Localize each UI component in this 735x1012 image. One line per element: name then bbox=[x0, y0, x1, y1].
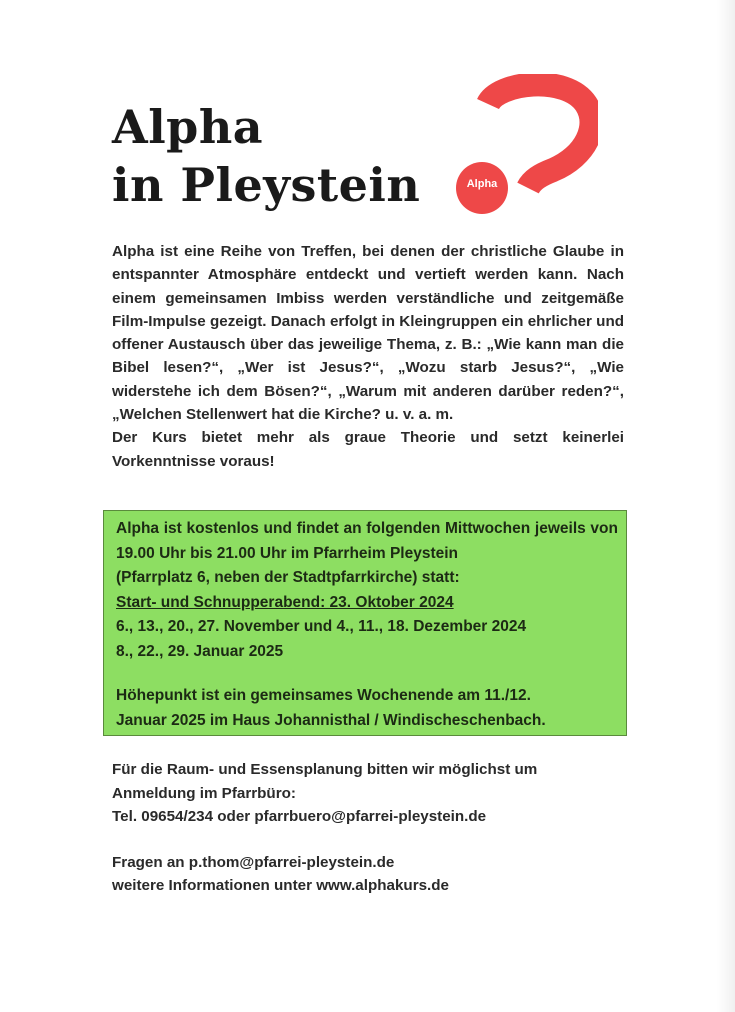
title-line-2: in Pleystein bbox=[112, 158, 421, 212]
box-spacer bbox=[116, 664, 618, 684]
footer-text bbox=[112, 758, 652, 920]
scan-edge-shadow bbox=[717, 0, 735, 1012]
box-start-evening: Start- und Schnupperabend: 23. Oktober 2024 bbox=[116, 593, 454, 611]
box-highlight-2: Januar 2025 im Haus Johannisthal / Windischeschenbach. bbox=[116, 711, 546, 729]
registration-contact: Tel. 09654/234 oder pfarrbuero@pfarrei-pleystein.de bbox=[112, 808, 487, 825]
logo-label: Alpha bbox=[466, 178, 498, 190]
box-intro: Alpha ist kostenlos und findet an folgenden Mittwochen jeweils von 19.00 Uhr bis 21.00 Uhr im Pfarrheim Pleystein bbox=[116, 520, 618, 562]
questions-contact: Fragen an p.thom@pfarrei-pleystein.de bbox=[112, 853, 395, 871]
question-mark-hook bbox=[488, 84, 591, 188]
intro-closing: Der Kurs bietet mehr als graue Theorie und setzt keinerlei Vorkenntnisse voraus! bbox=[112, 429, 624, 470]
intro-paragraph: Alpha ist eine Reihe von Treffen, bei denen der christliche Glaube in entspannter Atmosphäre entdeckt und vertieft werden kann. Nach einem gemeinsamen Imbiss werden verständliche und zeitgemäße Film-Impulse gezeigt. Danach erfolgt in Kleingruppen ein ehrlicher und offener Austausch über das jeweilige Thema, z. B.: „Wie kann man die Bibel lesen?“, „Wer ist Jesus?“, „Wozu starb Jesus?“, „Wie widerstehe ich dem Bösen?“, „Warum mit anderen darüber reden?“, „Welchen Stellenwert hat die Kirche? u. v. a. m. bbox=[112, 243, 624, 424]
intro-text bbox=[112, 240, 624, 473]
alpha-question-mark-logo bbox=[448, 74, 598, 224]
box-dates-2024: 6., 13., 20., 27. November und 4., 11., 18. Dezember 2024 bbox=[116, 618, 527, 635]
box-location: (Pfarrplatz 6, neben der Stadtpfarrkirche) statt: bbox=[116, 569, 460, 586]
registration-line-1: Für die Raum- und Essensplanung bitten wir möglichst um bbox=[112, 761, 538, 778]
title-line-1: Alpha bbox=[112, 100, 264, 154]
box-highlight-1: Höhepunkt ist ein gemeinsames Wochenende am 11./12. bbox=[116, 687, 531, 704]
box-dates-2025: 8., 22., 29. Januar 2025 bbox=[116, 642, 284, 660]
schedule-info-box bbox=[103, 510, 627, 736]
registration-line-2: Anmeldung im Pfarrbüro: bbox=[112, 784, 296, 802]
more-info-link: weitere Informationen unter www.alphakurs.de bbox=[112, 877, 450, 894]
page-title bbox=[112, 98, 420, 214]
registration-block bbox=[112, 758, 652, 829]
contact-block bbox=[112, 851, 652, 898]
